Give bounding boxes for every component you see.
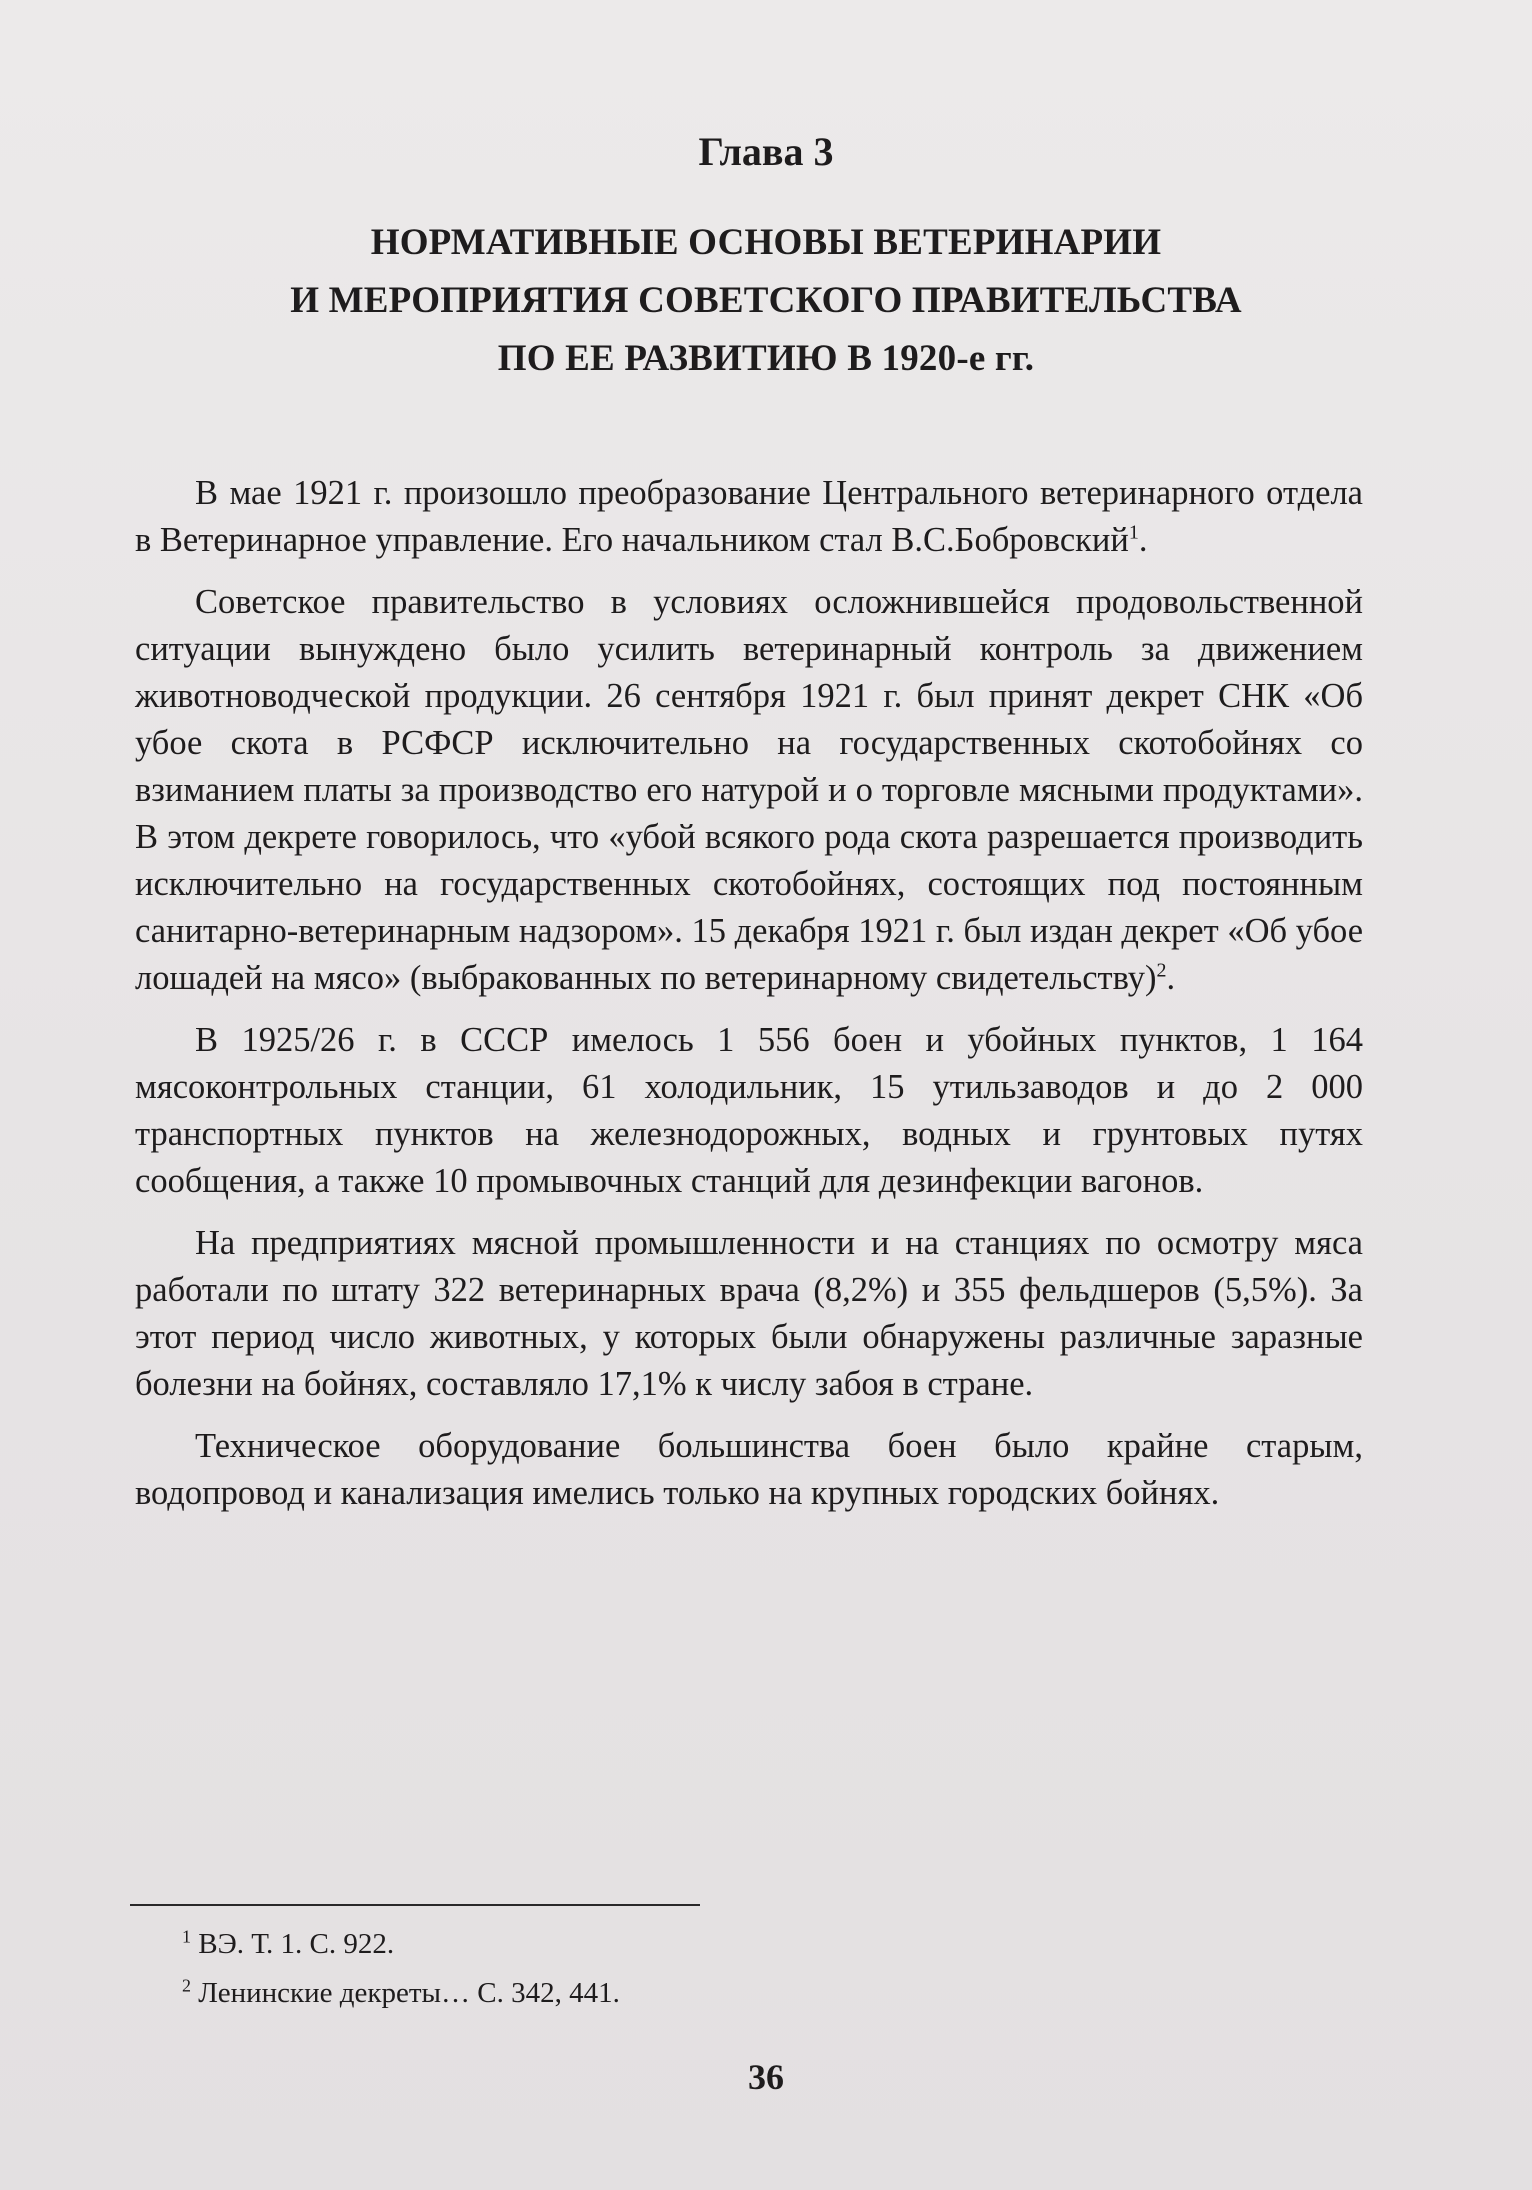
footnote-text: ВЭ. Т. 1. С. 922. [198, 1928, 395, 1960]
paragraph [135, 470, 1363, 564]
footnote-number: 1 [182, 1926, 191, 1947]
footnote-item [182, 1920, 1082, 1969]
chapter-title [100, 214, 1432, 388]
page-number: 36 [748, 2057, 784, 2097]
paragraph-tail: . [1166, 959, 1176, 997]
chapter-title-line: ПО ЕЕ РАЗВИТИЮ В 1920-е гг. [497, 338, 1035, 379]
paragraph: На предприятиях мясной промышленности и на станциях по осмотру мяса работали по штату 322 ветеринарных врача (8,2%) и 355 фельдшеров (5,5%). За этот период число животных, у которых были обнаружены различные заразные болезни на бойнях, составляло 17,1% к числу забоя в стране. [135, 1224, 1363, 1403]
footnote-ref[interactable]: 2 [1156, 959, 1167, 982]
body-text [135, 470, 1363, 1532]
footnotes [182, 1920, 1082, 2018]
paragraph-tail: . [1138, 521, 1148, 559]
chapter-title-line: И МЕРОПРИЯТИЯ СОВЕТСКОГО ПРАВИТЕЛЬСТВА [290, 280, 1242, 321]
paragraph-text: В мае 1921 г. произошло преобразование Центрального ветеринарного отдела в Ветеринарное управление. Его начальником стал В.С.Бобровский [135, 474, 1363, 559]
footnote-number: 2 [182, 1975, 191, 1996]
chapter-label: Глава 3 [698, 129, 834, 174]
footnote-divider [130, 1904, 700, 1906]
chapter-title-line: НОРМАТИВНЫЕ ОСНОВЫ ВЕТЕРИНАРИИ [370, 222, 1162, 263]
paragraph: Техническое оборудование большинства боен было крайне старым, водопровод и канализация имелись только на крупных городских бойнях. [135, 1427, 1363, 1512]
paragraph-text: Советское правительство в условиях осложнившейся продовольственной ситуации вынуждено было усилить ветеринарный контроль за движением животноводческой продукции. 26 сентября 1921 г. был принят декрет СНК «Об убое скота в РСФСР исключительно на государственных скотобойнях со взиманием платы за производство его натурой и о торговле мясными продуктами». В этом декрете говорилось, что «убой всякого рода скота разрешается производить исключительно на государственных скотобойнях, состоящих под постоянным санитарно-ветеринарным надзором». 15 декабря 1921 г. был издан декрет «Об убое лошадей на мясо» (выбракованных по ветеринарному свидетельству) [135, 583, 1364, 997]
paragraph: В 1925/26 г. в СССР имелось 1 556 боен и убойных пунктов, 1 164 мясоконтрольных станции, 61 холодильник, 15 утильзаводов и до 2 000 транспортных пунктов на железнодорожных, водных и грунтовых путях сообщения, а также 10 промывочных станций для дезинфекции вагонов. [135, 1021, 1363, 1200]
footnote-ref[interactable]: 1 [1128, 521, 1139, 544]
paragraph [135, 579, 1363, 1002]
footnote-text: Ленинские декреты… С. 342, 441. [198, 1977, 620, 2009]
footnote-item [182, 1969, 1082, 2018]
